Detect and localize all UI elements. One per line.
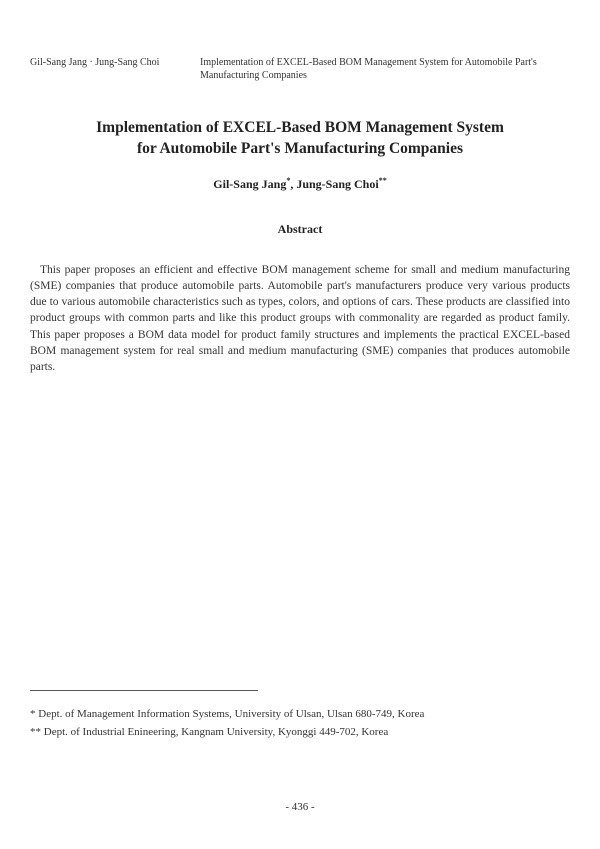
abstract-body: This paper proposes an efficient and effective BOM management scheme for small and medium manufacturing (SME) companies that produce automobile parts. Automobile part's manufacturers produce very various products due to various automobile characteristics such as types, colors, and options of cars. These products are classified into product groups with common parts and like this product groups with commonality are regarded as product family. This paper proposes a BOM data model for product family structures and implements the practical EXCEL-based BOM management system for real small and medium manufacturing (SME) companies that produces automobile parts. — [30, 263, 570, 374]
paper-title-line-2: for Automobile Part's Manufacturing Companies — [136, 140, 464, 157]
author-line — [0, 176, 600, 192]
footnote: * Dept. of Management Information Systems, University of Ulsan, Ulsan 680-749, Korea — [30, 708, 425, 720]
footnote: ** Dept. of Industrial Enineering, Kangnam University, Kyonggi 449-702, Korea — [30, 726, 389, 738]
author-name: Gil-Sang Jang — [213, 177, 287, 191]
author-name: Jung-Sang Choi — [296, 177, 379, 191]
page-number: - 436 - — [285, 801, 315, 813]
paper-title — [40, 117, 560, 159]
footnote-divider — [30, 690, 258, 691]
running-header-title: Implementation of EXCEL-Based BOM Management System for Automobile Part's Manufacturing Companies — [200, 57, 537, 81]
author-separator: , — [290, 177, 297, 191]
running-header-authors: Gil-Sang Jang · Jung-Sang Choi — [30, 57, 160, 68]
affiliation-mark: ** — [378, 176, 387, 185]
paper-title-line-1: Implementation of EXCEL-Based BOM Management System — [96, 119, 504, 136]
abstract-heading: Abstract — [277, 222, 323, 236]
footnotes — [30, 705, 570, 741]
affiliation-mark: * — [286, 176, 291, 185]
